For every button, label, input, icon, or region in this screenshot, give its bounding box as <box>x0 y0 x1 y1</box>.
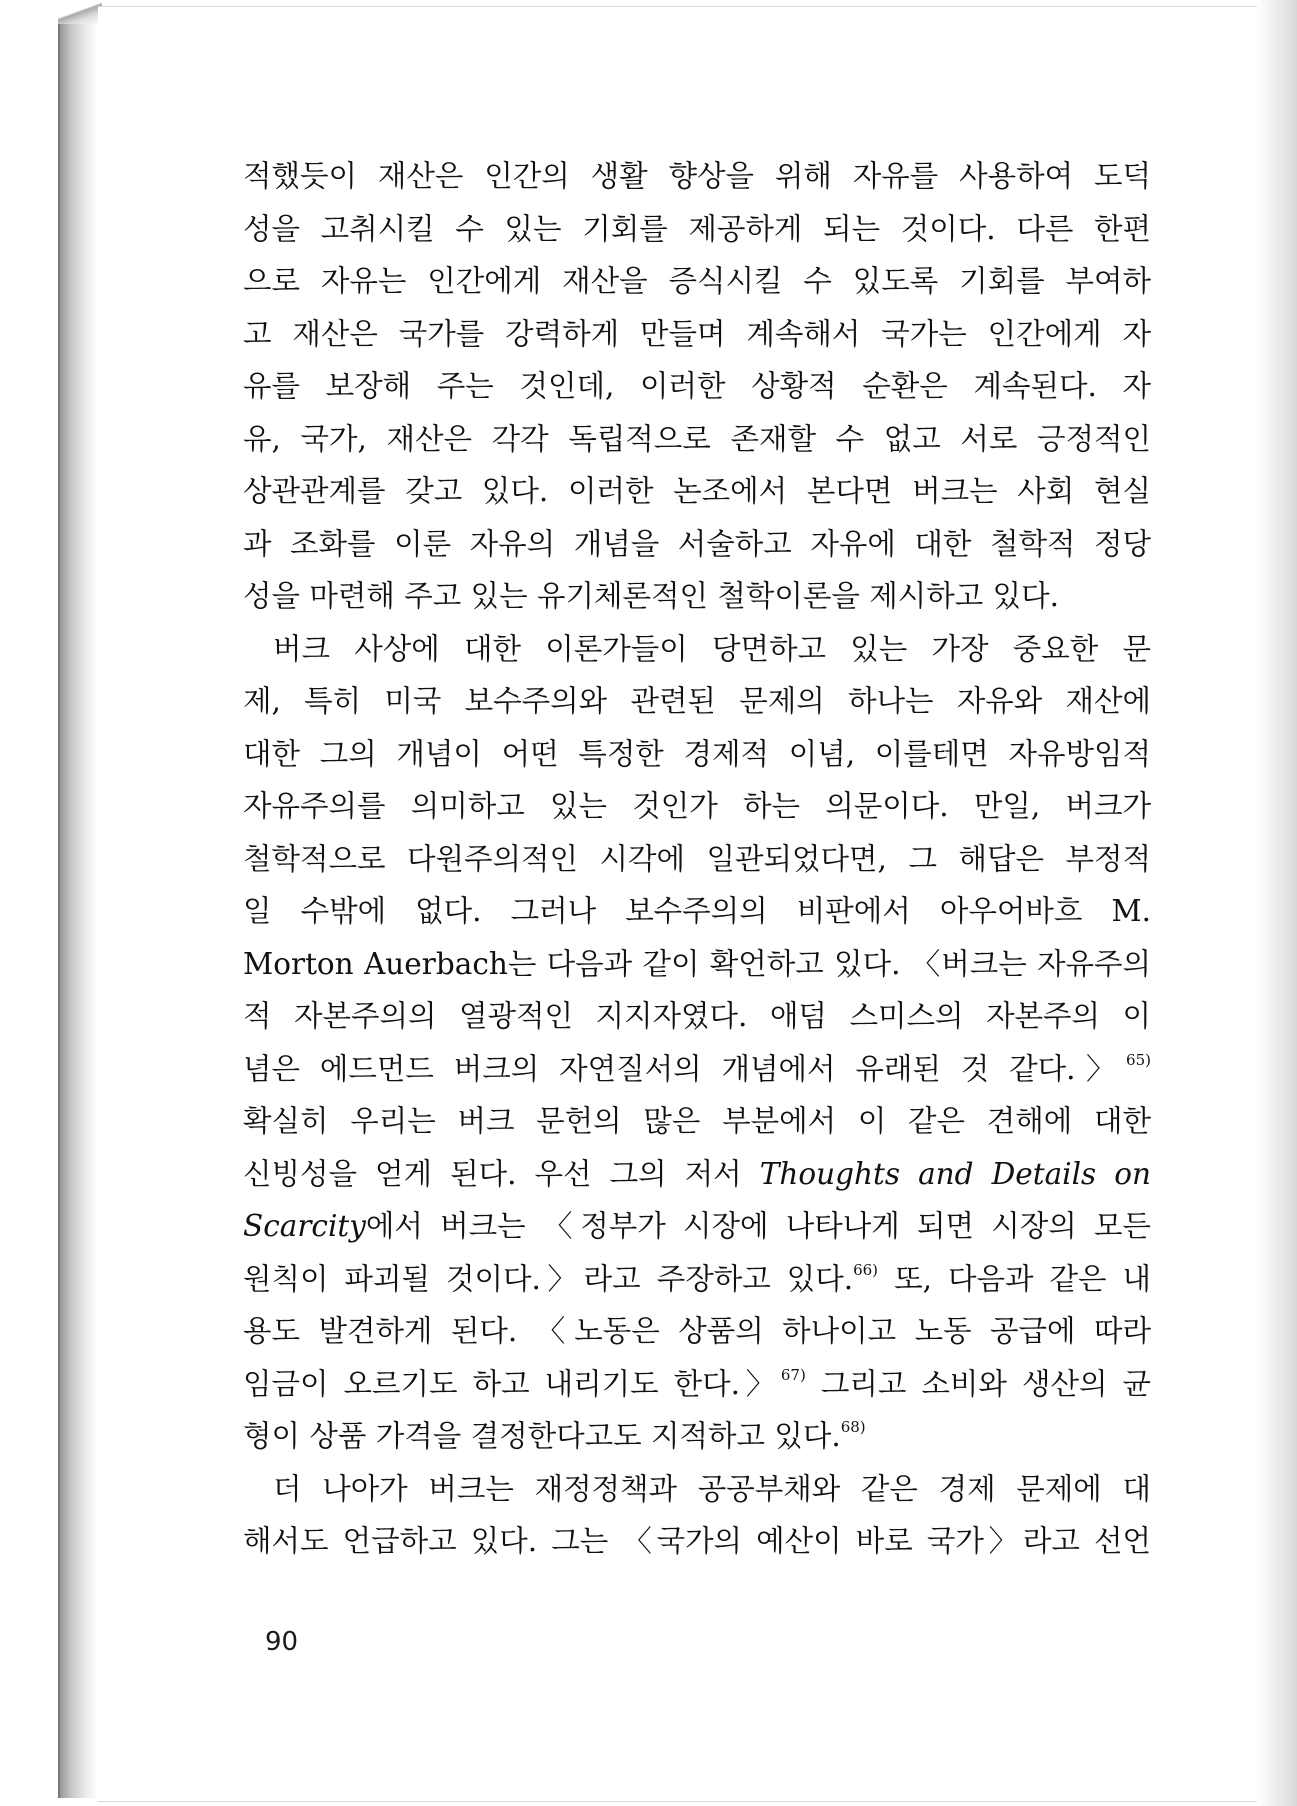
text-line <box>243 885 1151 938</box>
text-line <box>243 1410 1151 1463</box>
page-number: 90 <box>265 1627 299 1657</box>
line-text: 자유주의를 의미하고 있는 것인가 하는 의문이다. 만일, 버크가 <box>243 789 1151 823</box>
line-text: 형이 상품 가격을 결정한다고도 지적하고 있다. <box>243 1419 841 1453</box>
text-line <box>243 150 1151 203</box>
text-line <box>243 1515 1151 1568</box>
text-line <box>243 990 1151 1043</box>
text-line <box>243 203 1151 256</box>
line-text: 버크 사상에 대한 이론가들이 당면하고 있는 가장 중요한 문 <box>273 631 1151 666</box>
book-title-italic: Scarcity <box>243 1209 366 1243</box>
text-line <box>243 1358 1151 1411</box>
text-line <box>243 360 1151 413</box>
line-text: 유를 보장해 주는 것인데, 이러한 상황적 순환은 계속된다. 자 <box>243 369 1151 403</box>
line-text: 해서도 언급하고 있다. 그는 〈국가의 예산이 바로 국가〉라고 선언 <box>243 1524 1151 1558</box>
text-line <box>243 1043 1151 1096</box>
page-corner <box>58 0 102 24</box>
line-text: 성을 고취시킬 수 있는 기회를 제공하게 되는 것이다. 다른 한편 <box>243 211 1151 246</box>
line-text: 성을 마련해 주고 있는 유기체론적인 철학이론을 제시하고 있다. <box>243 579 1059 613</box>
text-line <box>243 623 1151 676</box>
text-line <box>243 780 1151 833</box>
text-line <box>243 675 1151 728</box>
line-text: 제, 특히 미국 보수주의와 관련된 문제의 하나는 자유와 재산에 <box>243 684 1151 718</box>
text-line <box>243 1463 1151 1516</box>
line-text: 상관관계를 갖고 있다. 이러한 논조에서 본다면 버크는 사회 현실 <box>243 474 1151 508</box>
footnote-ref: 68) <box>840 1418 866 1436</box>
body-text <box>243 150 1151 1568</box>
text-line <box>243 570 1151 623</box>
line-text: 유, 국가, 재산은 각각 독립적으로 존재할 수 없고 서로 긍정적인 <box>243 421 1151 456</box>
line-text: 일 수밖에 없다. 그러나 보수주의의 비판에서 아우어바흐 M. <box>243 894 1151 928</box>
text-line <box>243 255 1151 308</box>
line-text: 과 조화를 이룬 자유의 개념을 서술하고 자유에 대한 철학적 정당 <box>243 526 1151 561</box>
text-line <box>243 728 1151 781</box>
text-line <box>243 308 1151 361</box>
page-edge-line <box>58 8 60 1798</box>
line-text: 그리고 소비와 생산의 균 <box>805 1366 1151 1401</box>
text-line <box>243 1095 1151 1148</box>
text-line <box>243 518 1151 571</box>
line-text: 철학적으로 다원주의적인 시각에 일관되었다면, 그 해답은 부정적 <box>243 841 1151 876</box>
line-text: 용도 발견하게 된다. 〈노동은 상품의 하나이고 노동 공급에 따라 <box>243 1314 1151 1348</box>
line-text: 적 자본주의의 열광적인 지지자였다. 애덤 스미스의 자본주의 이 <box>243 999 1151 1033</box>
text-line <box>243 833 1151 886</box>
line-text: 고 재산은 국가를 강력하게 만들며 계속해서 국가는 인간에게 자 <box>243 316 1151 351</box>
line-text: 더 나아가 버크는 재정정책과 공공부채와 같은 경제 문제에 대 <box>273 1471 1151 1506</box>
line-text: 념은 에드먼드 버크의 자연질서의 개념에서 유래된 것 같다.〉 <box>243 1051 1127 1086</box>
line-text: 임금이 오르기도 하고 내리기도 한다.〉 <box>243 1366 781 1401</box>
line-text: Morton Auerbach는 다음과 같이 확언하고 있다. 〈버크는 자유주의 <box>243 946 1151 981</box>
text-line <box>243 413 1151 466</box>
text-line <box>243 1253 1151 1306</box>
text-line <box>243 1200 1151 1253</box>
line-text: 신빙성을 얻게 된다. 우선 그의 저서 <box>243 1156 760 1191</box>
line-text: 또, 다음과 같은 내 <box>878 1261 1151 1296</box>
text-line <box>243 465 1151 518</box>
page-right-shadow <box>1257 0 1297 1806</box>
text-line <box>243 1148 1151 1201</box>
page-edge-shadow <box>58 8 98 1798</box>
text-line <box>243 1305 1151 1358</box>
line-text: 적했듯이 재산은 인간의 생활 향상을 위해 자유를 사용하여 도덕 <box>243 159 1151 193</box>
line-text: 으로 자유는 인간에게 재산을 증식시킬 수 있도록 기회를 부여하 <box>243 264 1151 298</box>
footnote-ref: 66) <box>853 1260 879 1279</box>
book-title-italic: Thoughts and Details on <box>759 1156 1151 1191</box>
line-text: 원칙이 파괴될 것이다.〉라고 주장하고 있다. <box>243 1261 854 1296</box>
footnote-ref: 67) <box>780 1365 806 1384</box>
line-text: 에서 버크는 〈정부가 시장에 나타나게 되면 시장의 모든 <box>365 1209 1151 1243</box>
text-line <box>243 938 1151 991</box>
line-text: 대한 그의 개념이 어떤 특정한 경제적 이념, 이를테면 자유방임적 <box>243 736 1151 771</box>
footnote-ref: 65) <box>1126 1050 1151 1069</box>
line-text: 확실히 우리는 버크 문헌의 많은 부분에서 이 같은 견해에 대한 <box>243 1104 1151 1138</box>
